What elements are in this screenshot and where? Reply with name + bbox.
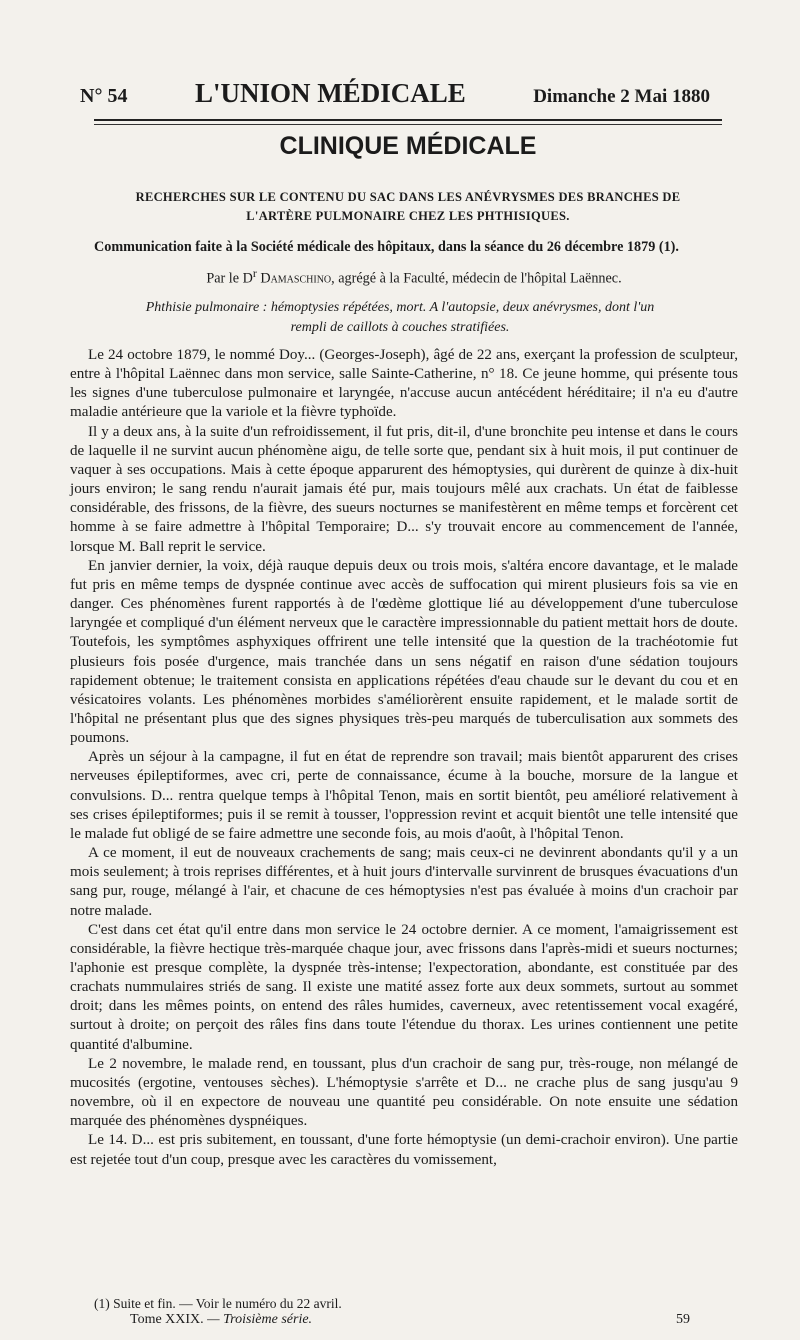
- volume-label: Tome XXIX.: [130, 1312, 204, 1327]
- author-name: Damaschino: [260, 270, 332, 287]
- page-number: 59: [676, 1312, 690, 1327]
- section-title: CLINIQUE MÉDICALE: [279, 132, 537, 160]
- case-title-line-1: Phthisie pulmonaire : hémoptysies répétées, mort. A l'autopsie, deux anévrysmes, dont l'un: [145, 300, 655, 315]
- communication-block: [94, 234, 734, 292]
- article-title: [92, 188, 724, 226]
- issue-number: N° 54: [80, 85, 128, 107]
- journal-title: L'UNION MÉDICALE: [194, 78, 466, 108]
- header-rule-thin: [94, 124, 722, 125]
- author-prefix: Par le D: [206, 270, 253, 287]
- volume-info: [130, 1312, 312, 1328]
- paragraph: A ce moment, il eut de nouveaux crachements de sang; mais ceux-ci ne devinrent abondants qu'il y a un mois seulement; à trois reprises différentes, et à huit jours d'intervalle survinrent de brusques évacuations d'un sang pur, rouge, mélangé à l'air, et chacune de ces hémoptysies n'est pas évaluée à moins d'un crachoir par notre malade.: [70, 845, 738, 919]
- paragraph: Il y a deux ans, à la suite d'un refroidissement, il fut pris, dit-il, d'une bronchite peu intense et dans le cours de laquelle il ne survint aucun phénomène aigu, de telle sorte que, pendant six à huit mois, il put continuer de vaquer à ses occupations. Mais à cette époque apparurent des hémoptysies, qui durèrent de quinze à dix-huit jours environ; le sang rendu n'aurait jamais été pur, mais toujours mêlé aux crachats. Un état de faiblesse considérable, des frissons, de la fièvre, des sueurs nocturnes se manifestèrent en même temps et forcèrent cet homme à se faire admettre à l'hôpital Temporaire; D... s'y trouvait encore au commencement de l'année, lorsque M. Ball reprit le service.: [70, 423, 738, 555]
- author-line: [94, 260, 734, 292]
- article-body: [70, 346, 738, 1170]
- paragraph: C'est dans cet état qu'il entre dans mon service le 24 octobre dernier. A ce moment, l'amaigrissement est considérable, la fièvre hectique très-marquée chaque jour, avec frissons dans l'après-midi et sueurs nocturnes; l'aphonie est presque complète, la dyspnée très-intense; l'expectoration, abondante, est constituée par des crachats nummulaires striés de sang. Il existe une matité assez forte aux deux sommets, surtout au sommet droit; dans les mêmes points, on entend des râles humides, caverneux, avec retentissement vocal exagéré, surtout à droite; on perçoit des râles fins dans toute l'étendue du thorax. Les urines contiennent une petite quantité d'albumine.: [70, 921, 738, 1053]
- paragraph: Le 2 novembre, le malade rend, en toussant, plus d'un crachoir de sang pur, très-rouge, non mélangé de mucosités (ergotine, ventouses sèches). L'hémoptysie s'arrête et D... ne crache plus de sang jusqu'au 9 novembre, où il en expectore de nouveau une quantité peu considérable. On note ensuite une sédation marquée des phénomènes dyspnéiques.: [70, 1055, 738, 1130]
- paragraph: Le 14. D... est pris subitement, en toussant, d'une forte hémoptysie (un demi-crachoir environ). Une partie est rejetée tout d'un coup, presque avec les caractères du vomissement,: [70, 1132, 738, 1168]
- communication-note: Communication faite à la Société médicale des hôpitaux, dans la séance du 26 décembre 1879 (1).: [94, 239, 679, 255]
- author-affiliation: , agrégé à la Faculté, médecin de l'hôpital Laënnec.: [331, 270, 622, 287]
- page-footer: [130, 1312, 690, 1328]
- case-title-line-2: rempli de caillots à couches stratifiées.: [290, 320, 510, 335]
- case-title: [70, 298, 730, 338]
- article-title-line-2: L'ARTÈRE PULMONAIRE CHEZ LES PHTHISIQUES.: [246, 209, 570, 223]
- masthead: [80, 78, 710, 112]
- issue-date: Dimanche 2 Mai 1880: [533, 86, 710, 107]
- author-sup: r: [252, 266, 257, 280]
- paragraph: En janvier dernier, la voix, déjà rauque depuis deux ou trois mois, s'altéra encore davantage, et le malade fut pris en même temps de dyspnée continue avec accès de suffocation qui mirent plusieurs fois sa vie en danger. Ces phénomènes furent rapportés à de l'œdème glottique lié au développement d'une tuberculose laryngée et compliqué d'un élément nerveux que le caractère impressionnable du patient mettait hors de doute. Toutefois, les symptômes asphyxiques offrirent une telle intensité que la question de la trachéotomie fut plusieurs fois posée d'urgence, mais tranchée dans un sens négatif en raison d'une sédation toujours rapidement obtenue; le traitement consista en applications répétées d'eau chaude sur le devant du cou et en vésicatoires volants. Les phénomènes morbides s'améliorèrent ensuite rapidement, et le malade sortit de l'hôpital ne présentant plus que des signes physiques très-peu marqués de tuberculisation aux sommets des poumons.: [70, 557, 738, 747]
- paragraph: Après un séjour à la campagne, il fut en état de reprendre son travail; mais bientôt apparurent des crises nerveuses épileptiformes, avec cri, perte de connaissance, écume à la bouche, morsure de la langue et convulsions. D... rentra quelque temps à l'hôpital Tenon, mais en sortit bientôt, peu amélioré relativement à ses crises épileptiformes; puis il se remit à tousser, l'oppression revint et acquit bientôt une telle intensité que le malade fut obligé de se faire admettre une seconde fois, au mois d'août, à l'hôpital Tenon.: [70, 749, 738, 842]
- footnote: (1) Suite et fin. — Voir le numéro du 22 avril.: [94, 1296, 342, 1311]
- paragraph: Le 24 octobre 1879, le nommé Doy... (Georges-Joseph), âgé de 22 ans, exerçant la profession de sculpteur, entre à l'hôpital Laënnec dans mon service, salle Sainte-Catherine, n° 18. Ce jeune homme, qui présente tous les signes d'une tuberculose pulmonaire et laryngée, n'accuse aucun antécédent héréditaire; il n'a eu d'autre maladie antérieure que la variole et la fièvre typhoïde.: [70, 347, 738, 421]
- article-title-line-1: RECHERCHES SUR LE CONTENU DU SAC DANS LES ANÉVRYSMES DES BRANCHES DE: [135, 190, 681, 204]
- series-label: — Troisième série.: [207, 1312, 313, 1327]
- header-rule-thick: [94, 119, 722, 121]
